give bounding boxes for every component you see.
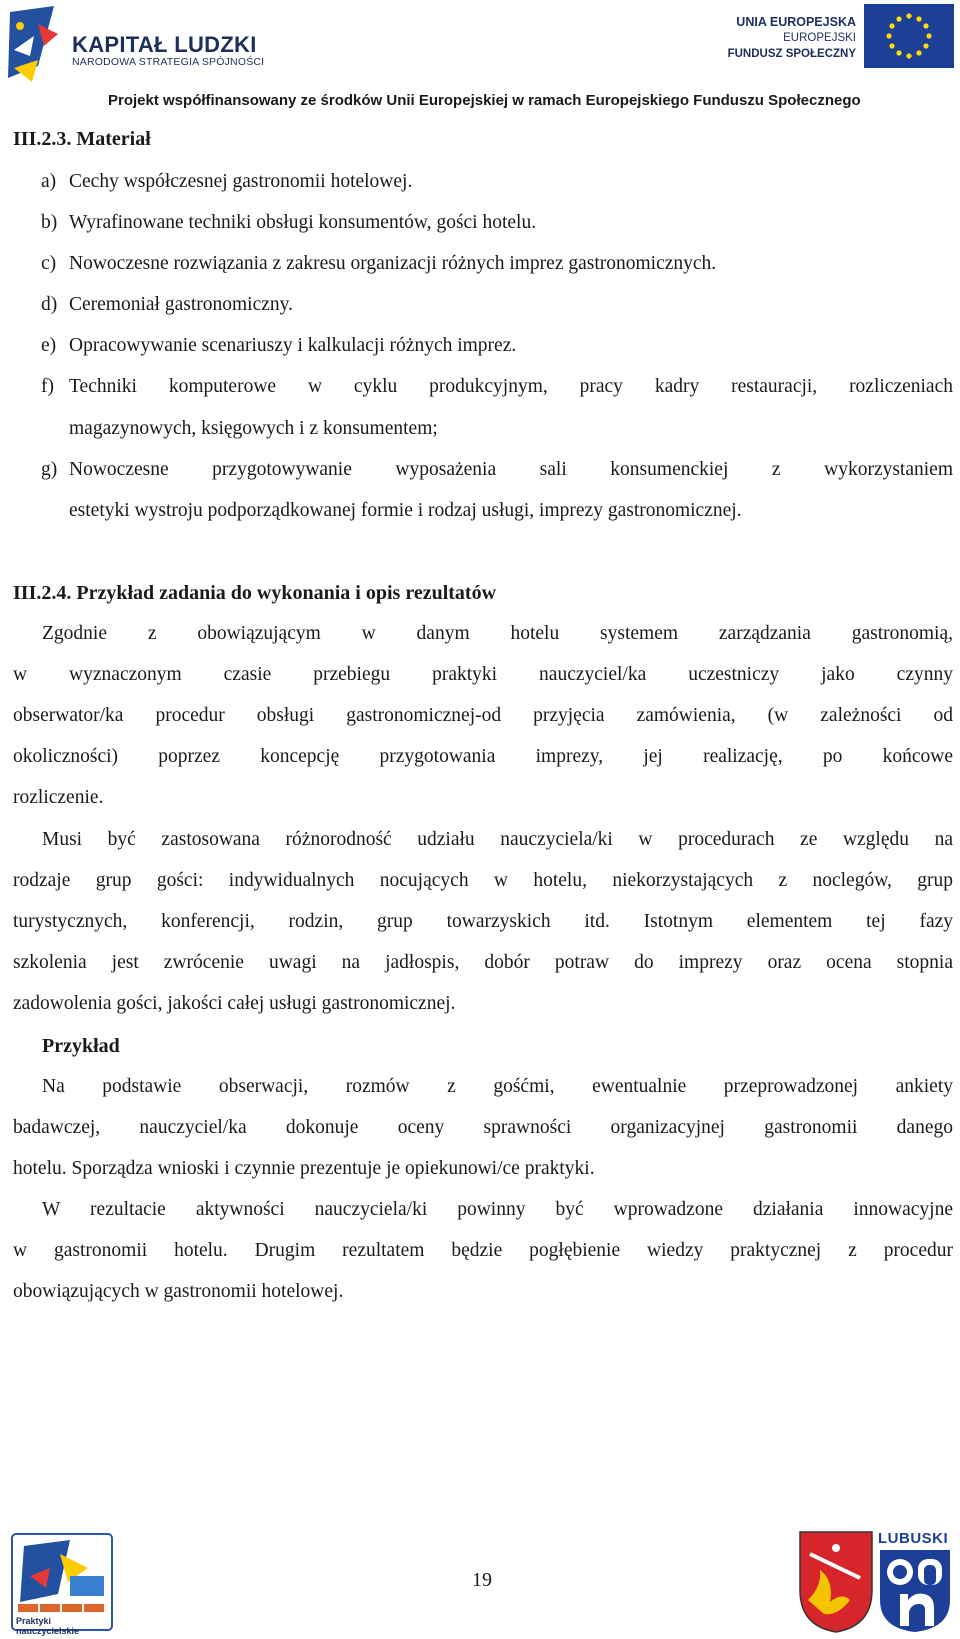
- paragraph-1-line-3: obserwator/ka procedur obsługi gastronomicznej-od przyjęcia zamówienia, (w zależności od: [13, 705, 953, 726]
- material-item-e-letter: e): [41, 335, 57, 356]
- material-item-a-letter: a): [41, 171, 57, 192]
- paragraph-4-line-1: W rezultacie aktywności nauczyciela/ki powinny być wprowadzone działania innowacyjne: [42, 1199, 953, 1220]
- kapital-ludzki-subtitle: NARODOWA STRATEGIA SPÓJNOŚCI: [72, 56, 265, 68]
- lubuski-emblem-icon: [876, 1548, 954, 1634]
- material-item-f-continuation: magazynowych, księgowych i z konsumentem;: [69, 418, 438, 439]
- kapital-ludzki-logo-icon: [8, 6, 64, 86]
- eu-flag-icon: [864, 4, 954, 68]
- material-item-b-text: Wyrafinowane techniki obsługi konsumentów, gości hotelu.: [69, 212, 537, 233]
- material-item-d-letter: d): [41, 294, 58, 315]
- paragraph-2-line-1: Musi być zastosowana różnorodność udziału nauczyciela/ki w procedurach ze względu na: [42, 829, 953, 850]
- paragraph-2-line-4: szkolenia jest zwrócenie uwagi na jadłospis, dobór potraw do imprezy oraz ocena stopnia: [13, 952, 953, 973]
- material-item-f-letter: f): [41, 376, 54, 397]
- material-item-g-letter: g): [41, 459, 58, 480]
- example-label: Przykład: [42, 1035, 120, 1057]
- paragraph-1-line-1: Zgodnie z obowiązującym w danym hotelu systemem zarządzania gastronomią,: [42, 623, 953, 644]
- paragraph-3-line-3: hotelu. Sporządza wnioski i czynnie prezentuje je opiekunowi/ce praktyki.: [13, 1158, 595, 1179]
- material-item-f-text: Techniki komputerowe w cyklu produkcyjnym, pracy kadry restauracji, rozliczeniach: [69, 376, 953, 397]
- material-item-d-text: Ceremoniał gastronomiczny.: [69, 294, 294, 315]
- material-item-e-text: Opracowywanie scenariuszy i kalkulacji różnych imprez.: [69, 335, 517, 356]
- paragraph-4-line-2: w gastronomii hotelu. Drugim rezultatem będzie pogłębienie wiedzy praktycznej z procedur: [13, 1240, 953, 1261]
- material-heading: III.2.3. Materiał: [13, 128, 151, 150]
- paragraph-3-line-2: badawczej, nauczyciel/ka dokonuje oceny sprawności organizacyjnej gastronomii danego: [13, 1117, 953, 1138]
- praktyki-caption: Praktyki nauczycielskie: [16, 1616, 80, 1636]
- paragraph-2-line-5: zadowolenia gości, jakości całej usługi gastronomicznej.: [13, 993, 456, 1014]
- material-item-a-text: Cechy współczesnej gastronomii hotelowej.: [69, 171, 413, 192]
- eu-line-2: EUROPEJSKI: [783, 32, 856, 44]
- material-item-g-text: Nowoczesne przygotowywanie wyposażenia sali konsumenckiej z wykorzystaniem: [69, 459, 953, 480]
- page-number: 19: [472, 1569, 492, 1591]
- paragraph-1-line-4: okoliczności) poprzez koncepcję przygotowania imprezy, jej realizację, po końcowe: [13, 746, 953, 767]
- lubuski-logo-text: LUBUSKI: [878, 1530, 949, 1547]
- paragraph-3-line-1: Na podstawie obserwacji, rozmów z gośćmi, ewentualnie przeprowadzonej ankiety: [42, 1076, 953, 1097]
- coat-of-arms-icon: [798, 1530, 874, 1634]
- page-header: [0, 0, 960, 118]
- project-cofinancing-note: Projekt współfinansowany ze środków Unii Europejskiej w ramach Europejskiego Funduszu Społecznego: [108, 92, 861, 109]
- paragraph-2-line-2: rodzaje grup gości: indywidualnych nocujących w hotelu, niekorzystających z noclegów, grup: [13, 870, 953, 891]
- paragraph-1-line-2: w wyznaczonym czasie przebiegu praktyki nauczyciel/ka uczestniczy jako czynny: [13, 664, 953, 685]
- material-item-g-continuation: estetyki wystroju podporządkowanej formie i rodzaj usługi, imprezy gastronomicznej.: [69, 500, 742, 521]
- eu-fund-text: [728, 14, 856, 62]
- paragraph-2-line-3: turystycznych, konferencji, rodzin, grup towarzyskich itd. Istotnym elementem tej fazy: [13, 911, 953, 932]
- eu-line-1: UNIA EUROPEJSKA: [736, 15, 856, 29]
- praktyki-nauczycielskie-logo: [10, 1532, 114, 1636]
- kapital-ludzki-title: KAPITAŁ LUDZKI: [72, 32, 257, 57]
- eu-line-3: FUNDUSZ SPOŁECZNY: [727, 48, 856, 60]
- material-item-b-letter: b): [41, 212, 58, 233]
- paragraph-4-line-3: obowiązujących w gastronomii hotelowej.: [13, 1281, 344, 1302]
- material-item-c-text: Nowoczesne rozwiązania z zakresu organizacji różnych imprez gastronomicznych.: [69, 253, 717, 274]
- example-task-heading: III.2.4. Przykład zadania do wykonania i opis rezultatów: [13, 582, 497, 604]
- paragraph-1-line-5: rozliczenie.: [13, 787, 104, 808]
- lubuski-logo: [876, 1530, 954, 1634]
- material-item-c-letter: c): [41, 253, 57, 274]
